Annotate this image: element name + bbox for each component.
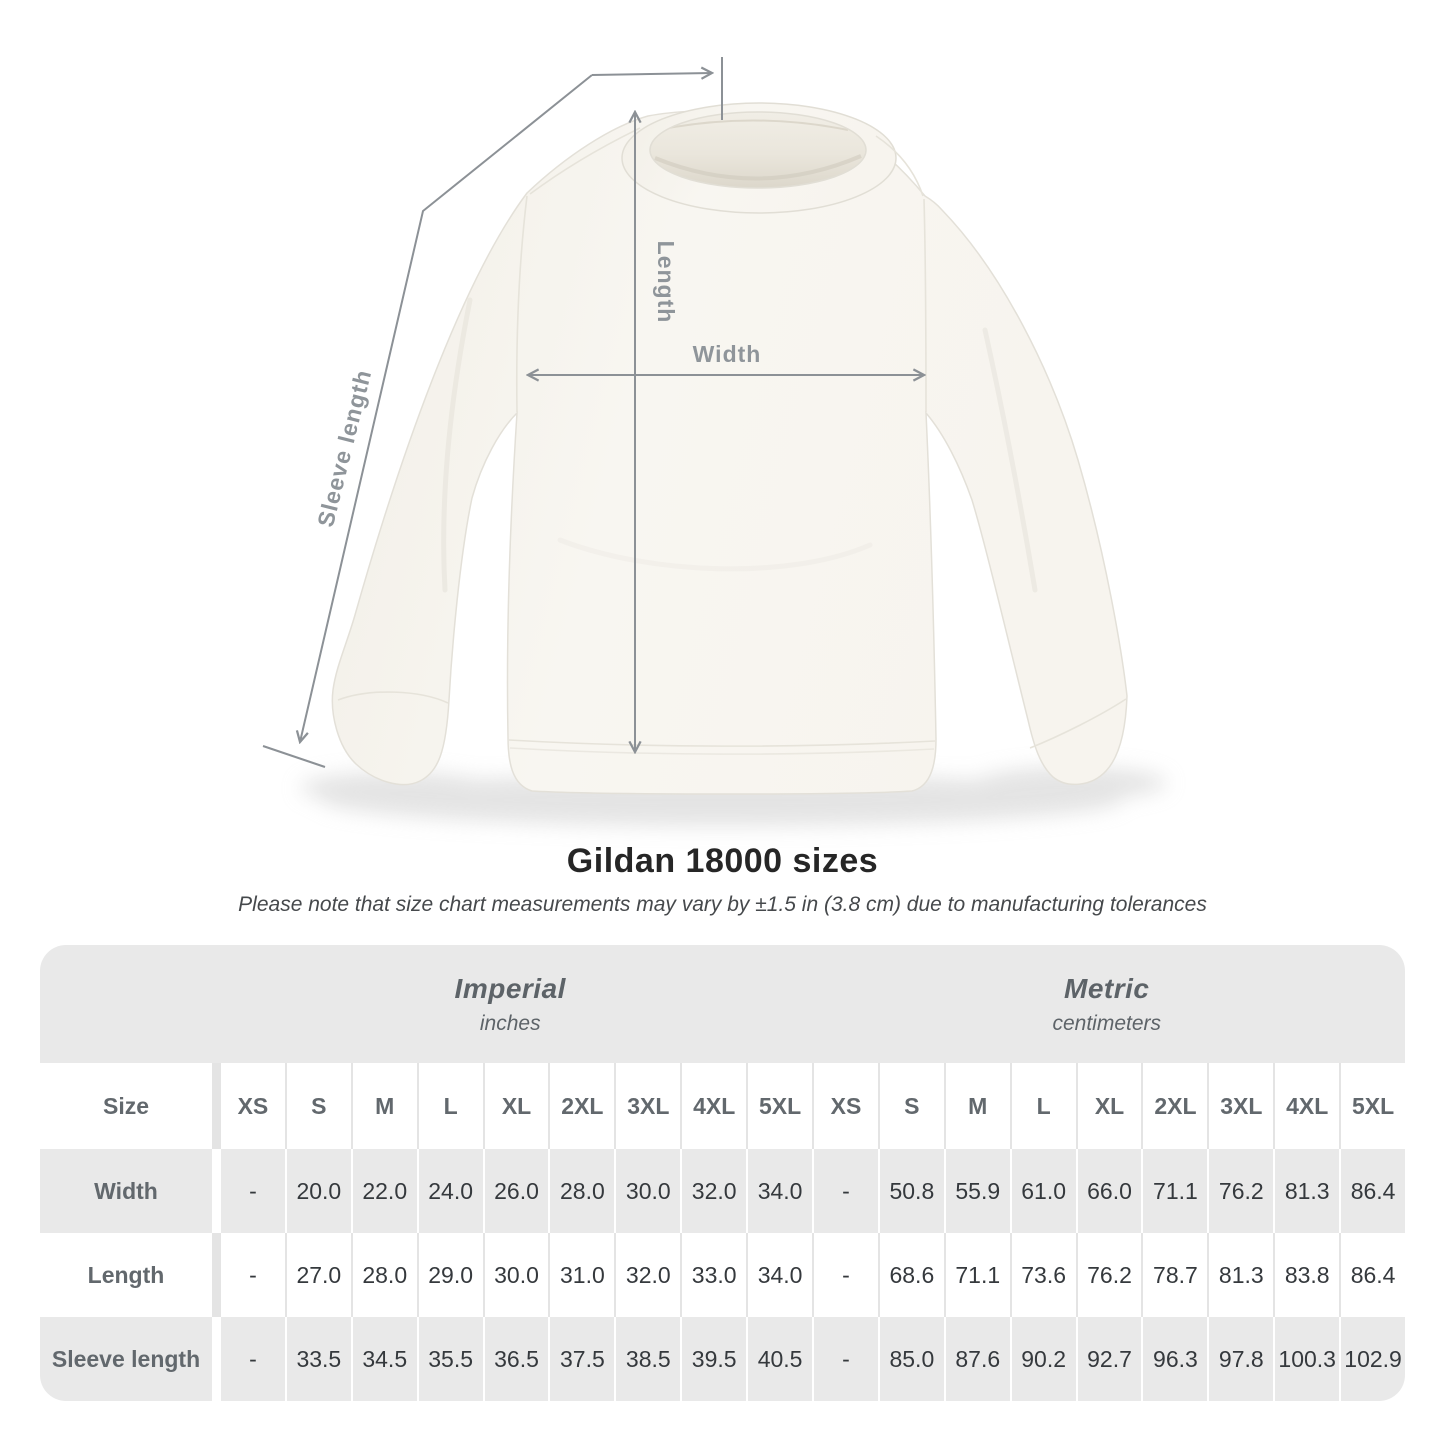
table-cell: 87.6	[944, 1317, 1010, 1401]
table-cell: 38.5	[614, 1317, 680, 1401]
unit-header-band	[40, 945, 1405, 1063]
table-cell: 102.9	[1339, 1317, 1405, 1401]
table-cell: 92.7	[1076, 1317, 1142, 1401]
size-header-cell: XL	[483, 1063, 549, 1149]
size-header-cell: 4XL	[1273, 1063, 1339, 1149]
table-cell: 33.0	[680, 1233, 746, 1317]
length-measure-label: Length	[653, 240, 679, 324]
table-row	[40, 1233, 1405, 1317]
table-cell: 33.5	[285, 1317, 351, 1401]
table-cell: 73.6	[1010, 1233, 1076, 1317]
sweatshirt-illustration	[332, 103, 1127, 794]
table-cell: 22.0	[351, 1149, 417, 1233]
table-cell: 76.2	[1076, 1233, 1142, 1317]
table-cell: 28.0	[548, 1149, 614, 1233]
size-header-cell: 5XL	[746, 1063, 812, 1149]
table-cell: 29.0	[417, 1233, 483, 1317]
size-header-cell: 2XL	[1141, 1063, 1207, 1149]
table-cell: -	[212, 1233, 285, 1317]
sleeve-arrow-top	[592, 73, 712, 75]
sleeve-end-tick	[263, 746, 325, 767]
table-cell: -	[212, 1149, 285, 1233]
imperial-unit: inches	[479, 1011, 541, 1035]
table-cell: 78.7	[1141, 1233, 1207, 1317]
metric-header	[809, 945, 1406, 1063]
row-label: Sleeve length	[51, 1345, 201, 1372]
size-column-header: Size	[102, 1092, 150, 1119]
size-header-cell: S	[285, 1063, 351, 1149]
table-cell: -	[812, 1149, 878, 1233]
table-cell: 32.0	[680, 1149, 746, 1233]
size-header-cell: XS	[212, 1063, 285, 1149]
table-cell: -	[812, 1233, 878, 1317]
table-cell: 90.2	[1010, 1317, 1076, 1401]
row-label: Length	[87, 1261, 165, 1288]
table-cell: 71.1	[944, 1233, 1010, 1317]
table-cell: 30.0	[483, 1233, 549, 1317]
table-cell: 26.0	[483, 1149, 549, 1233]
table-cell: 35.5	[417, 1317, 483, 1401]
table-cell: 86.4	[1339, 1233, 1405, 1317]
table-cell: 28.0	[351, 1233, 417, 1317]
metric-unit: centimeters	[1052, 1011, 1162, 1035]
size-header-cell: M	[944, 1063, 1010, 1149]
table-cell: 40.5	[746, 1317, 812, 1401]
size-header-cell: 3XL	[1207, 1063, 1273, 1149]
table-cell: 24.0	[417, 1149, 483, 1233]
table-cell: 30.0	[614, 1149, 680, 1233]
size-header-cell: L	[1010, 1063, 1076, 1149]
table-cell: 50.8	[878, 1149, 944, 1233]
table-cell: 37.5	[548, 1317, 614, 1401]
table-cell: 96.3	[1141, 1317, 1207, 1401]
size-header-cell: L	[417, 1063, 483, 1149]
size-header-cell: 3XL	[614, 1063, 680, 1149]
page-title: Gildan 18000 sizes	[566, 842, 879, 880]
table-cell: 81.3	[1207, 1233, 1273, 1317]
table-row	[40, 1317, 1405, 1401]
table-cell: -	[812, 1317, 878, 1401]
table-cell: 97.8	[1207, 1317, 1273, 1401]
table-cell: 71.1	[1141, 1149, 1207, 1233]
unit-band-spacer	[40, 945, 212, 1063]
size-header-row	[40, 1063, 1405, 1149]
size-header-cell: S	[878, 1063, 944, 1149]
table-cell: 27.0	[285, 1233, 351, 1317]
imperial-title: Imperial	[454, 972, 566, 1004]
table-cell: 32.0	[614, 1233, 680, 1317]
table-cell: 83.8	[1273, 1233, 1339, 1317]
sleeve-length-measure-label: Sleeve length	[312, 366, 377, 530]
table-cell: 34.5	[351, 1317, 417, 1401]
table-rows	[40, 1149, 1405, 1401]
table-cell: 20.0	[285, 1149, 351, 1233]
row-label: Width	[94, 1177, 158, 1204]
size-table	[40, 945, 1405, 1401]
table-cell: 66.0	[1076, 1149, 1142, 1233]
table-cell: 76.2	[1207, 1149, 1273, 1233]
table-cell: 36.5	[483, 1317, 549, 1401]
metric-title: Metric	[1064, 972, 1150, 1004]
table-cell: 86.4	[1339, 1149, 1405, 1233]
size-header-cell: XS	[812, 1063, 878, 1149]
size-header-cell: 5XL	[1339, 1063, 1405, 1149]
table-cell: 55.9	[944, 1149, 1010, 1233]
size-header-cell: XL	[1076, 1063, 1142, 1149]
table-cell: 85.0	[878, 1317, 944, 1401]
table-cell: 68.6	[878, 1233, 944, 1317]
size-header-cell: 4XL	[680, 1063, 746, 1149]
table-cell: 100.3	[1273, 1317, 1339, 1401]
table-cell: 34.0	[746, 1233, 812, 1317]
table-cell: 39.5	[680, 1317, 746, 1401]
table-cell: 81.3	[1273, 1149, 1339, 1233]
table-cell: -	[212, 1317, 285, 1401]
table-row	[40, 1149, 1405, 1233]
table-cell: 31.0	[548, 1233, 614, 1317]
imperial-header	[212, 945, 809, 1063]
table-cell: 34.0	[746, 1149, 812, 1233]
size-header-cell: 2XL	[548, 1063, 614, 1149]
size-header-cell: M	[351, 1063, 417, 1149]
tolerance-note: Please note that size chart measurements may vary by ±1.5 in (3.8 cm) due to manufacturing tolerances	[238, 893, 1207, 916]
width-measure-label: Width	[692, 341, 762, 367]
table-cell: 61.0	[1010, 1149, 1076, 1233]
